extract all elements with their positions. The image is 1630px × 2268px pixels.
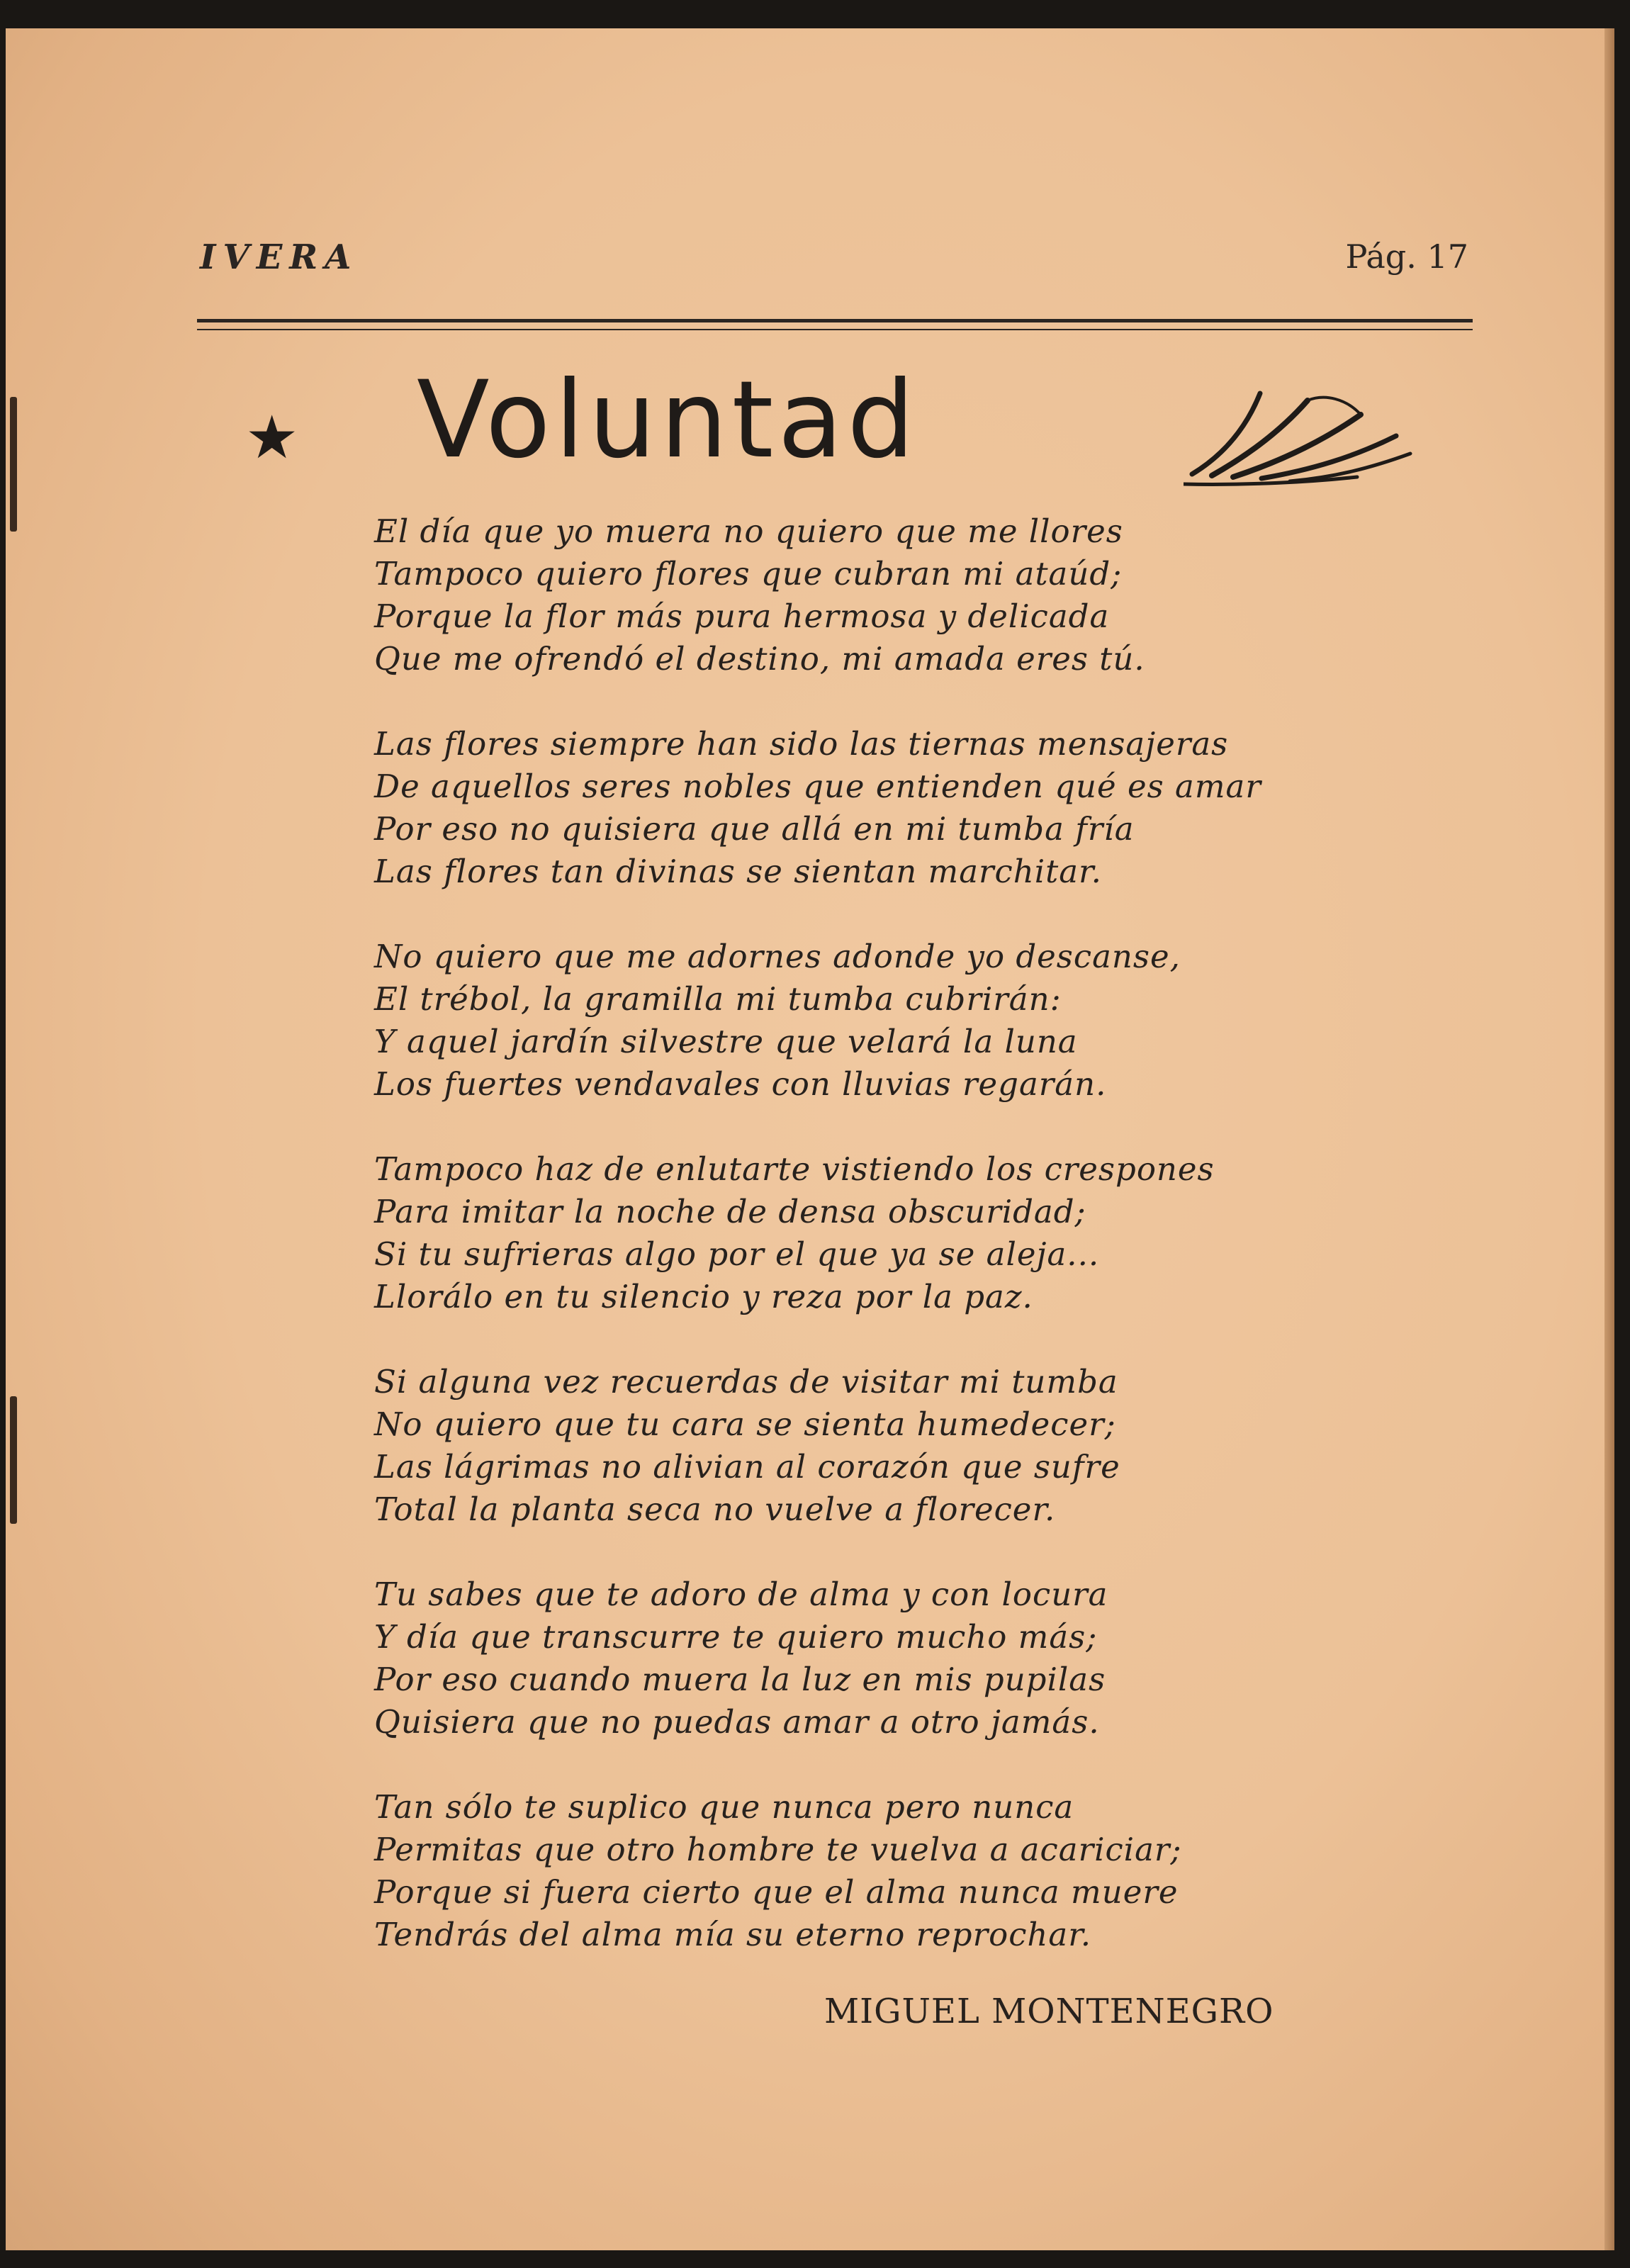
poem-line: Los fuertes vendavales con lluvias regarán. [374,1065,1107,1103]
poem-line: Porque la flor más pura hermosa y delicada [374,597,1110,635]
poem-line: Quisiera que no puedas amar a otro jamás. [374,1703,1100,1741]
poem-line: Si tu sufrieras algo por el que ya se aleja... [374,1235,1100,1273]
poem-line: Porque si fuera cierto que el alma nunca muere [374,1873,1179,1911]
stanza [374,936,1366,1106]
page-number: Pág. 17 [1345,237,1468,276]
poem-line: Llorálo en tu silencio y reza por la paz. [374,1278,1033,1315]
header-rule [197,319,1473,322]
star-icon: ★ [245,403,299,472]
running-head [191,237,1468,287]
poem-title: Voluntad [417,359,919,482]
journal-name: IVERA [200,237,359,277]
poem-line: Las lágrimas no alivian al corazón que sufre [374,1448,1120,1486]
poem-line: Total la planta seca no vuelve a florecer. [374,1491,1056,1528]
poem-line: De aquellos seres nobles que entienden qué es amar [374,768,1261,805]
poem-line: Tendrás del alma mía su eterno reprochar. [374,1916,1092,1953]
header-rule-thin [197,329,1473,330]
poem-line: Las flores tan divinas se sientan marchitar. [374,853,1102,890]
poem-line: Por eso no quisiera que allá en mi tumba fría [374,810,1135,848]
poem-line: No quiero que tu cara se sienta humedecer; [374,1405,1116,1443]
poem-line: Permitas que otro hombre te vuelva a acariciar; [374,1831,1182,1868]
poem-line: El día que yo muera no quiero que me llores [374,512,1123,550]
poem-line: Para imitar la noche de densa obscuridad; [374,1193,1086,1230]
poem-line: Tan sólo te suplico que nunca pero nunca [374,1788,1074,1826]
poem-line: No quiero que me adornes adonde yo descanse, [374,938,1181,975]
poem-line: Las flores siempre han sido las tiernas mensajeras [374,725,1229,763]
poem-line: Que me ofrendó el destino, mi amada eres tú. [374,640,1145,678]
poem-line: Tu sabes que te adoro de alma y con locura [374,1576,1108,1613]
magazine-page [6,28,1614,2250]
stanza [374,1361,1366,1531]
binding-staple [10,397,17,532]
poem-line: Si alguna vez recuerdas de visitar mi tumba [374,1363,1118,1400]
poem-line: Por eso cuando muera la luz en mis pupilas [374,1661,1106,1698]
poem-line: Y día que transcurre te quiero mucho más; [374,1618,1098,1656]
poem-line: Y aquel jardín silvestre que velará la luna [374,1023,1078,1060]
feather-flourish-icon [1184,386,1424,493]
author-signature: MIGUEL MONTENEGRO [824,1992,1274,2031]
poem-line: El trébol, la gramilla mi tumba cubrirán: [374,980,1062,1018]
stanza [374,1786,1366,1956]
stanza [374,723,1366,893]
stanza [374,1148,1366,1318]
stanza [374,510,1366,680]
page-edge [1604,28,1614,2250]
stanza [374,1573,1366,1744]
binding-staple [10,1396,17,1524]
poem-line: Tampoco haz de enlutarte vistiendo los crespones [374,1150,1215,1188]
poem-line: Tampoco quiero flores que cubran mi ataúd; [374,555,1123,593]
poem-body [374,510,1366,1999]
